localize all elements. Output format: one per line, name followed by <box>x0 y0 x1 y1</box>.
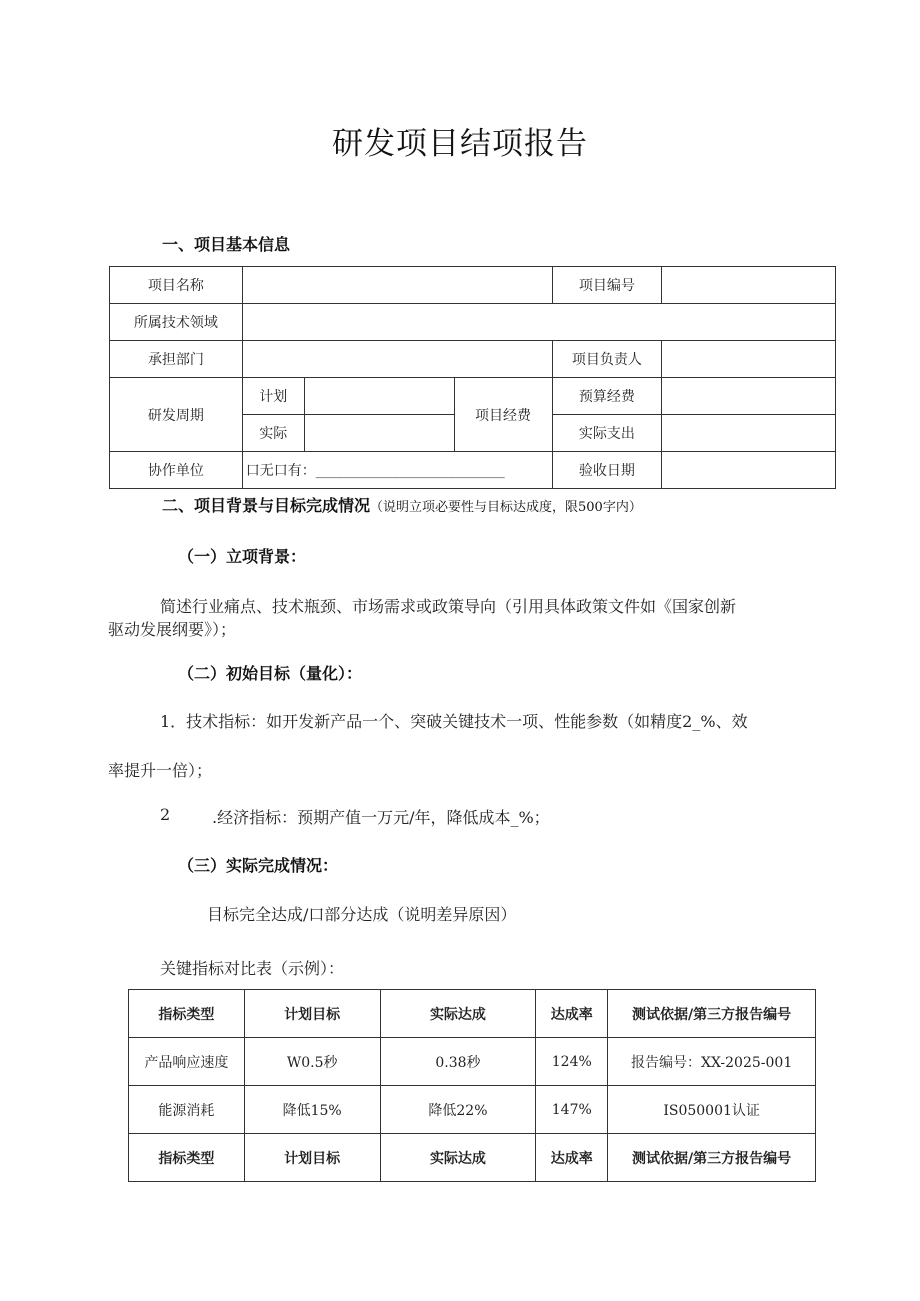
label-project-number: 项目编号 <box>552 267 662 304</box>
table-cell: W0.5秒 <box>244 1038 380 1086</box>
econ-indicator-number: 2 <box>160 805 171 824</box>
section2-heading-text: 二、项目背景与目标完成情况 <box>162 496 371 515</box>
table-cell: 124% <box>536 1038 608 1086</box>
table-cell: 147% <box>536 1086 608 1134</box>
table-row <box>110 452 836 489</box>
table-row <box>110 267 836 304</box>
table-header-row <box>129 1134 816 1182</box>
acceptance-date-field[interactable] <box>662 452 836 489</box>
table-cell: 报告编号：XX-2025-001 <box>608 1038 816 1086</box>
table-cell: 降低15% <box>244 1086 380 1134</box>
header-cell: 达成率 <box>536 1134 608 1182</box>
project-leader-field[interactable] <box>662 341 836 378</box>
sub3-heading: （三）实际完成情况： <box>178 856 339 875</box>
table-cell: 能源消耗 <box>129 1086 245 1134</box>
label-project-name: 项目名称 <box>110 267 243 304</box>
table-cell: IS050001认证 <box>608 1086 816 1134</box>
label-budget: 预算经费 <box>552 378 662 415</box>
partner-field[interactable]: 口无口有：___________________________ <box>242 452 552 489</box>
background-line-2: 驱动发展纲要》）； <box>108 620 237 639</box>
label-project-leader: 项目负责人 <box>552 341 662 378</box>
actual-expense-field[interactable] <box>662 415 836 452</box>
econ-indicator-text: .经济指标：预期产值一万元/年，降低成本_%； <box>212 808 550 827</box>
page-title: 研发项目结项报告 <box>332 126 588 162</box>
label-tech-field: 所属技术领域 <box>110 304 243 341</box>
label-rd-period: 研发周期 <box>110 378 243 452</box>
table-row <box>110 304 836 341</box>
sub2-heading: （二）初始目标（量化）： <box>178 664 363 683</box>
table-header-row <box>129 990 816 1038</box>
table-cell: 降低22% <box>380 1086 536 1134</box>
background-line-1: 简述行业痛点、技术瓶颈、市场需求或政策导向（引用具体政策文件如《国家创新 <box>160 597 737 616</box>
table-row <box>110 378 836 415</box>
label-partner: 协作单位 <box>110 452 243 489</box>
table-row <box>129 1038 816 1086</box>
actual-completion-line: 目标完全达成/口部分达成（说明差异原因） <box>207 905 517 924</box>
header-cell: 指标类型 <box>129 1134 245 1182</box>
header-cell: 计划目标 <box>244 1134 380 1182</box>
tech-field-field[interactable] <box>242 304 835 341</box>
header-cell: 计划目标 <box>244 990 380 1038</box>
header-cell: 测试依据/第三方报告编号 <box>608 1134 816 1182</box>
header-cell: 达成率 <box>536 990 608 1038</box>
section2-heading <box>162 493 642 516</box>
table-cell: 0.38秒 <box>380 1038 536 1086</box>
tech-indicator-line-2: 率提升一倍）； <box>108 761 213 780</box>
label-project-funds: 项目经费 <box>454 378 552 452</box>
table-row <box>129 1086 816 1134</box>
header-cell: 测试依据/第三方报告编号 <box>608 990 816 1038</box>
table-cell: 产品响应速度 <box>129 1038 245 1086</box>
sub1-heading: （一）立项背景： <box>178 547 307 566</box>
label-plan: 计划 <box>242 378 304 415</box>
header-cell: 实际达成 <box>380 1134 536 1182</box>
plan-period-field[interactable] <box>304 378 454 415</box>
section2-note: （说明立项必要性与目标达成度，限500字内） <box>370 500 642 515</box>
section1-heading: 一、项目基本信息 <box>162 235 291 254</box>
project-info-table <box>109 266 836 489</box>
project-number-field[interactable] <box>662 267 836 304</box>
label-department: 承担部门 <box>110 341 243 378</box>
table-caption: 关键指标对比表（示例）： <box>160 959 345 978</box>
tech-indicator-line-1: 1．技术指标：如开发新产品一个、突破关键技术一项、性能参数（如精度2_%、效 <box>160 712 748 731</box>
table-row <box>110 341 836 378</box>
label-actual-expense: 实际支出 <box>552 415 662 452</box>
metrics-comparison-table <box>128 989 816 1182</box>
label-acceptance-date: 验收日期 <box>552 452 662 489</box>
project-name-field[interactable] <box>242 267 552 304</box>
header-cell: 实际达成 <box>380 990 536 1038</box>
label-actual: 实际 <box>242 415 304 452</box>
department-field[interactable] <box>242 341 552 378</box>
actual-period-field[interactable] <box>304 415 454 452</box>
header-cell: 指标类型 <box>129 990 245 1038</box>
budget-field[interactable] <box>662 378 836 415</box>
